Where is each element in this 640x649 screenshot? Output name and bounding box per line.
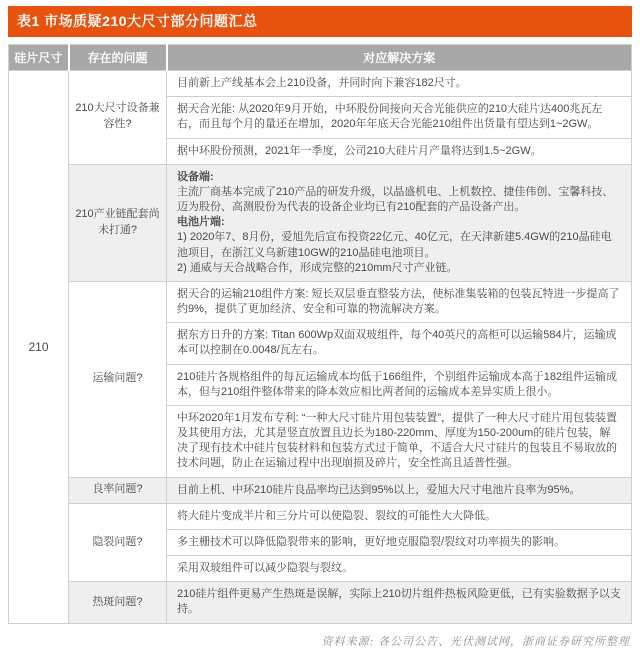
- solution-cell: [167, 164, 632, 281]
- solution-cell: [167, 364, 632, 405]
- solution-cell: [167, 138, 632, 164]
- problem-cell: 隐裂问题?: [69, 503, 167, 582]
- summary-table: [8, 44, 632, 624]
- solution-text: 主流厂商基本完成了210产品的研发升级，以晶盛机电、上机数控、捷佳伟创、宝馨科技、迈为股份、高测股份为代表的设备企业均已有210配套的产品设备产出。: [177, 185, 614, 214]
- solution-text: 据天合的运输210组件方案: 短长双层垂直整装方法，使标准集装箱的包装瓦特进一步提高了约9%，提供了更加经济、安全和可靠的物流解决方案。: [177, 287, 620, 316]
- solution-cell: [167, 477, 632, 503]
- table-row: [9, 582, 632, 623]
- solution-cell: [167, 582, 632, 623]
- solution-cell: [167, 405, 632, 477]
- table-title-bar: 表1 市场质疑210大尺寸部分问题汇总: [8, 6, 632, 37]
- table-row: [9, 71, 632, 97]
- table-row: [9, 281, 632, 322]
- data-source-note: 资料来源: 各公司公告、光伏测试网，浙商证券研究所整理: [321, 635, 630, 648]
- problem-cell: 良率问题?: [69, 477, 167, 503]
- solution-cell: [167, 529, 632, 555]
- wafer-size-cell: 210: [9, 71, 69, 624]
- solution-text: 据天合光能: 从2020年9月开始，中环股份间接向天合光能供应的210大硅片达400兆瓦左右，而且每个月的量还在增加，2020年年底天合光能210组件出货量有望达到1~2GW。: [177, 103, 603, 131]
- solution-text: 据中环股份预测，2021年一季度，公司210大硅片月产量将达到1.5~2GW。: [177, 144, 542, 157]
- table-row: [9, 503, 632, 529]
- problem-cell: 运输问题?: [69, 281, 167, 477]
- solution-cell: [167, 97, 632, 138]
- solution-text: 据东方日升的方案: Titan 600Wp双面双玻组件，每个40英尺的高柜可以运输584片，运输成本可以控制在0.0048/瓦左右。: [177, 329, 617, 357]
- problem-cell: 热斑问题?: [69, 582, 167, 623]
- solution-cell: [167, 323, 632, 364]
- solution-text: 目前新上产线基本会上210设备，并同时向下兼容182尺寸。: [177, 77, 467, 89]
- header-row: [9, 45, 632, 71]
- solution-text: 210硅片各规格组件的每瓦运输成本均低于166组件，个别组件运输成本高于182组件运输成本，但与210组件整体带来的降本效应相比两者间的运输成本差异实质上很小。: [177, 370, 618, 398]
- solution-cell: [167, 503, 632, 529]
- table-row: [9, 477, 632, 503]
- solution-text: 采用双玻组件可以减少隐裂与裂纹。: [177, 562, 353, 575]
- summary-table-wrap: [8, 44, 632, 624]
- column-header-problem: 存在的问题: [69, 45, 167, 71]
- solution-text: 将大硅片变成半片和三分片可以使隐裂、裂纹的可能性大大降低。: [177, 509, 496, 522]
- solution-text: 多主栅技术可以降低隐裂带来的影响，更好地克服隐裂/裂纹对功率损失的影响。: [177, 535, 566, 548]
- solution-text: 2) 通威与天合战略合作，形成完整的210mm尺寸产业链。: [177, 261, 458, 274]
- problem-cell: 210大尺寸设备兼容性?: [69, 71, 167, 165]
- solution-cell: [167, 281, 632, 322]
- column-header-wafer-size: 硅片尺寸: [9, 45, 69, 71]
- solution-text: 目前上机、中环210硅片良品率均已达到95%以上，爱旭大尺寸电池片良率为95%。: [177, 483, 581, 496]
- table-row: [9, 164, 632, 281]
- solution-subheading: 设备端:: [177, 170, 214, 183]
- solution-text: 210硅片组件更易产生热斑是误解，实际上210切片组件热板风险更低，已有实验数据予以支持。: [177, 588, 621, 616]
- solution-subheading: 电池片端:: [177, 216, 225, 229]
- solution-text: 中环2020年1月发布专利: “一种大尺寸硅片用包装装置”，提供了一种大尺寸硅片用包装装置及其使用方法，尤其是竖直放置且边长为180-220mm、厚度为150-200um的硅片包装，解决了现有技术中硅片包装材料和包装方式过于简单，不适合大尺寸硅片的包装且不易取放的技术问题，防止在运输过程中出现崩损及碎片，安全性高且适普性强。: [177, 411, 618, 470]
- solution-cell: [167, 71, 632, 97]
- table-body: [9, 71, 632, 624]
- problem-cell: 210产业链配套尚未打通?: [69, 164, 167, 281]
- solution-text: 1) 2020年7、8月份，爱旭先后宣布投资22亿元、40亿元，在天津新建5.4GW的210晶硅电池项目，在浙江义乌新建10GW的210晶硅电池项目。: [177, 231, 612, 259]
- column-header-solution: 对应解决方案: [167, 45, 632, 71]
- solution-cell: [167, 556, 632, 582]
